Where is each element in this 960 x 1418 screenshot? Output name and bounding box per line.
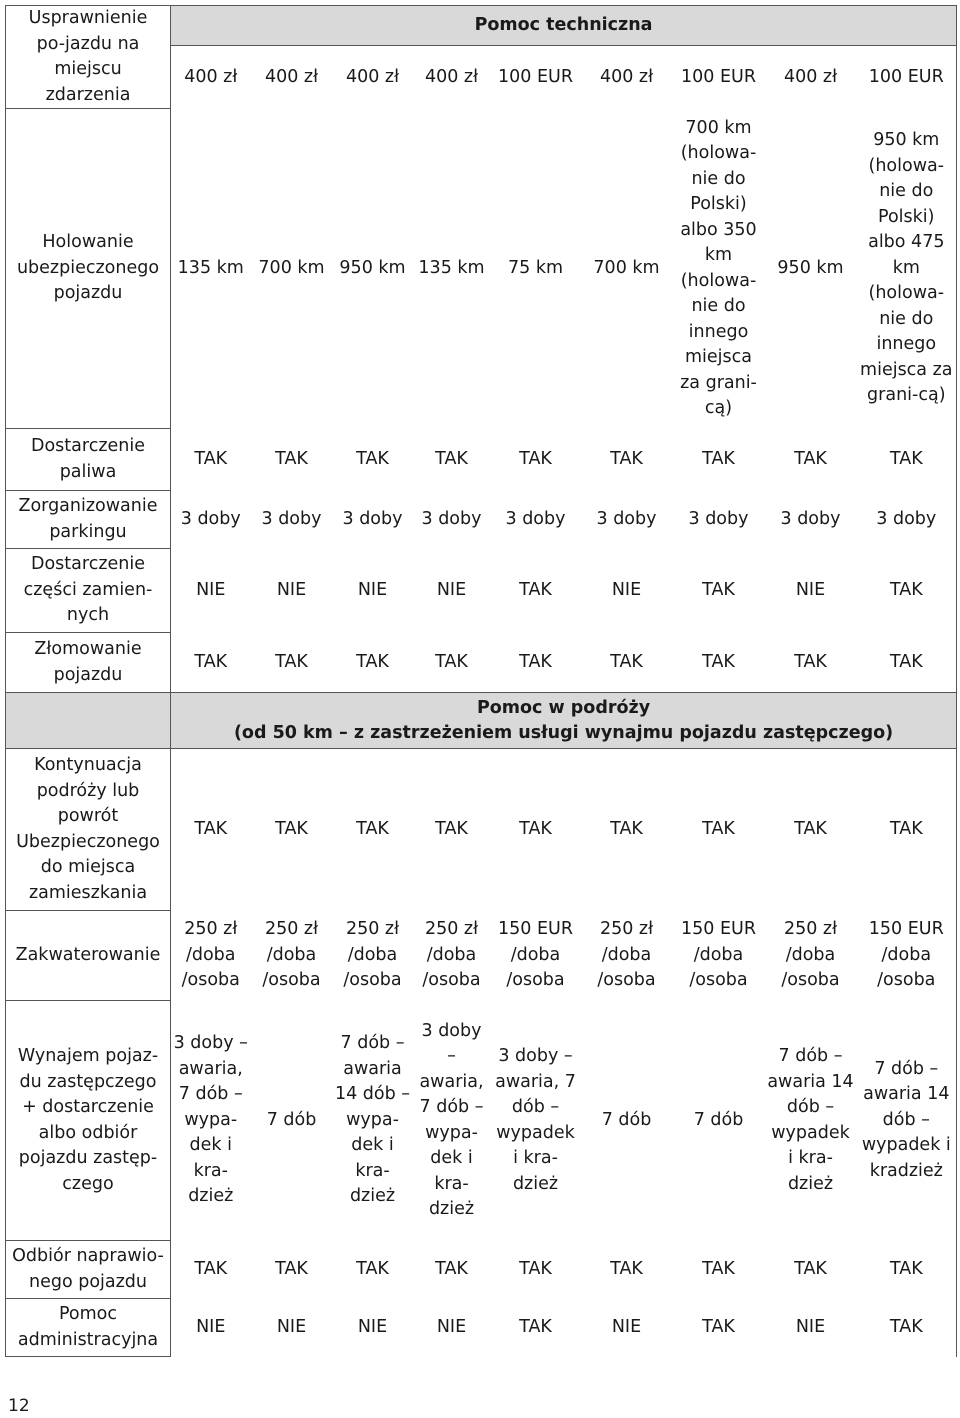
cell: TAK (857, 633, 957, 693)
cell: TAK (519, 651, 552, 672)
cell: TAK (519, 448, 552, 469)
cell: TAK (356, 651, 389, 672)
cell: TAK (356, 819, 389, 839)
cell: 950 km (holowa-nie do Polski) albo 475 km (holowa-nie do innego miejsca za grani-cą) (857, 109, 957, 429)
row-label: Holowanie ubezpieczonego pojazdu (6, 109, 171, 429)
cell: NIE (611, 1316, 642, 1337)
cell: TAK (435, 448, 468, 469)
section-label-cell (6, 693, 171, 749)
row-label: Wynajem pojaz-du zastępczego + dostarczenie albo odbiór pojazdu zastęp-czego (6, 1001, 171, 1241)
cell: NIE (196, 1316, 226, 1337)
cell: 3 doby (342, 508, 403, 529)
cell: 135 km (418, 257, 485, 278)
cell: TAK (610, 819, 643, 839)
cell: TAK (857, 549, 957, 633)
cell: 700 km (258, 257, 325, 278)
cell: 7 dób (266, 1109, 317, 1130)
row-label: Dostarczenie części zamien-nych (6, 549, 171, 633)
cell: 400 zł (424, 66, 479, 87)
cell: NIE (436, 579, 467, 600)
cell: TAK (519, 1316, 552, 1337)
page-number: 12 (8, 1396, 30, 1416)
cell: TAK (857, 1241, 957, 1299)
row-label: Pomoc administracyjna (6, 1299, 171, 1357)
cell: 250 zł /doba /osoba (262, 919, 321, 991)
cell: 250 zł /doba /osoba (422, 919, 481, 991)
cell: NIE (611, 579, 642, 600)
corner-cell (6, 6, 171, 109)
cell: 150 EUR /doba /osoba (681, 919, 756, 991)
table-row (6, 1241, 957, 1299)
table-row (6, 749, 957, 911)
cell: 400 zł (184, 66, 238, 87)
cell: NIE (795, 579, 826, 600)
cell: 7 dób – awaria 14 dób – wypa-dek i kra-dzież (334, 1033, 411, 1207)
cell: 250 zł /doba /osoba (781, 919, 840, 991)
cell: 3 doby (780, 508, 841, 529)
cell: TAK (275, 819, 308, 839)
cell: TAK (857, 1299, 957, 1357)
cell: TAK (275, 448, 308, 469)
cell: 3 doby (180, 508, 241, 529)
cell: TAK (702, 651, 735, 672)
coverage-table (5, 5, 957, 1357)
cell: 700 km (holowa-nie do Polski) albo 350 km (holowa-nie do innego miejsca za grani-cą) (680, 117, 757, 418)
cell: TAK (702, 1258, 735, 1279)
cell: TAK (275, 651, 308, 672)
cell: TAK (435, 651, 468, 672)
cell: 3 doby (505, 508, 566, 529)
cell: NIE (276, 579, 307, 600)
cell: TAK (519, 819, 552, 839)
table-row (6, 491, 957, 549)
section-title: Pomoc w podróży (476, 697, 651, 718)
cell: TAK (857, 749, 957, 911)
cell: 950 km (777, 257, 844, 278)
table-row (6, 1299, 957, 1357)
cell: TAK (794, 819, 827, 839)
row-label: Dostarczenie paliwa (6, 429, 171, 491)
cell: TAK (610, 651, 643, 672)
cell: 150 EUR /doba /osoba (498, 919, 573, 991)
cell: 950 km (339, 257, 406, 278)
cell: TAK (435, 1258, 468, 1279)
cell: 3 doby – awaria, 7 dób – wypadek i kra-dzież (495, 1046, 576, 1194)
cell: TAK (610, 448, 643, 469)
cell: TAK (356, 1258, 389, 1279)
cell: TAK (435, 819, 468, 839)
cell: 100 EUR (681, 66, 756, 87)
row-label: Usprawnienie po-jazdu na miejscu zdarzenia (28, 8, 148, 105)
row-label: Odbiór naprawio-nego pojazdu (6, 1241, 171, 1299)
cell: 3 doby – awaria, 7 dób – wypa-dek i kra-dzież (419, 1020, 484, 1219)
row-label: Zorganizowanie parkingu (6, 491, 171, 549)
cell: 400 zł (264, 66, 319, 87)
row-label: Złomowanie pojazdu (6, 633, 171, 693)
cell: TAK (610, 1258, 643, 1279)
table-row (6, 429, 957, 491)
cell: 3 doby (857, 491, 957, 549)
table-row (6, 1001, 957, 1241)
cell: 400 zł (345, 66, 400, 87)
table-row (6, 109, 957, 429)
cell: NIE (436, 1316, 467, 1337)
cell: TAK (794, 651, 827, 672)
section-header-technical: Pomoc techniczna (171, 6, 957, 46)
cell: 250 zł /doba /osoba (597, 919, 656, 991)
cell: TAK (857, 429, 957, 491)
cell: 3 doby – awaria, 7 dób – wypa-dek i kra-dzież (173, 1033, 248, 1207)
cell: TAK (194, 448, 228, 469)
cell: 700 km (593, 257, 660, 278)
cell: 7 dób (601, 1109, 652, 1130)
cell: 250 zł /doba /osoba (343, 919, 402, 991)
table-row (6, 911, 957, 1001)
cell: NIE (357, 1316, 388, 1337)
cell: TAK (194, 1258, 228, 1279)
cell: 7 dób – awaria 14 dób – wypadek i kra-dzież (767, 1046, 854, 1194)
cell: 135 km (177, 257, 244, 278)
cell: NIE (357, 579, 388, 600)
cell: 3 doby (261, 508, 322, 529)
cell: TAK (275, 1258, 308, 1279)
cell: 400 zł (599, 66, 654, 87)
cell: NIE (795, 1316, 826, 1337)
cell: NIE (196, 579, 226, 600)
cell: 3 doby (596, 508, 657, 529)
cell: TAK (519, 579, 552, 600)
cell: NIE (276, 1316, 307, 1337)
cell: TAK (702, 579, 735, 600)
cell: 7 dób – awaria 14 dób – wypadek i kradzież (857, 1001, 957, 1241)
table-row (6, 549, 957, 633)
cell: 100 EUR (498, 66, 573, 87)
cell: 150 EUR /doba /osoba (857, 911, 957, 1001)
cell: 100 EUR (857, 46, 957, 109)
cell: TAK (519, 1258, 552, 1279)
cell: 3 doby (421, 508, 482, 529)
section-subtitle: (od 50 km – z zastrzeżeniem usługi wynajmu pojazdu zastępczego) (233, 722, 894, 743)
cell: 400 zł (783, 66, 838, 87)
cell: TAK (194, 819, 228, 839)
row-label: Zakwaterowanie (6, 911, 171, 1001)
cell: TAK (702, 819, 735, 839)
table-row (6, 633, 957, 693)
cell: TAK (794, 448, 827, 469)
cell: TAK (794, 1258, 827, 1279)
cell: TAK (702, 1316, 735, 1337)
section-header-travel (171, 693, 957, 749)
cell: 7 dób (693, 1109, 744, 1130)
cell: TAK (356, 448, 389, 469)
cell: 75 km (507, 257, 563, 278)
cell: 3 doby (688, 508, 749, 529)
cell: TAK (702, 448, 735, 469)
row-label: Kontynuacja podróży lub powrót Ubezpieczonego do miejsca zamieszkania (6, 749, 171, 911)
cell: TAK (194, 651, 228, 672)
cell: 250 zł /doba /osoba (181, 919, 240, 991)
